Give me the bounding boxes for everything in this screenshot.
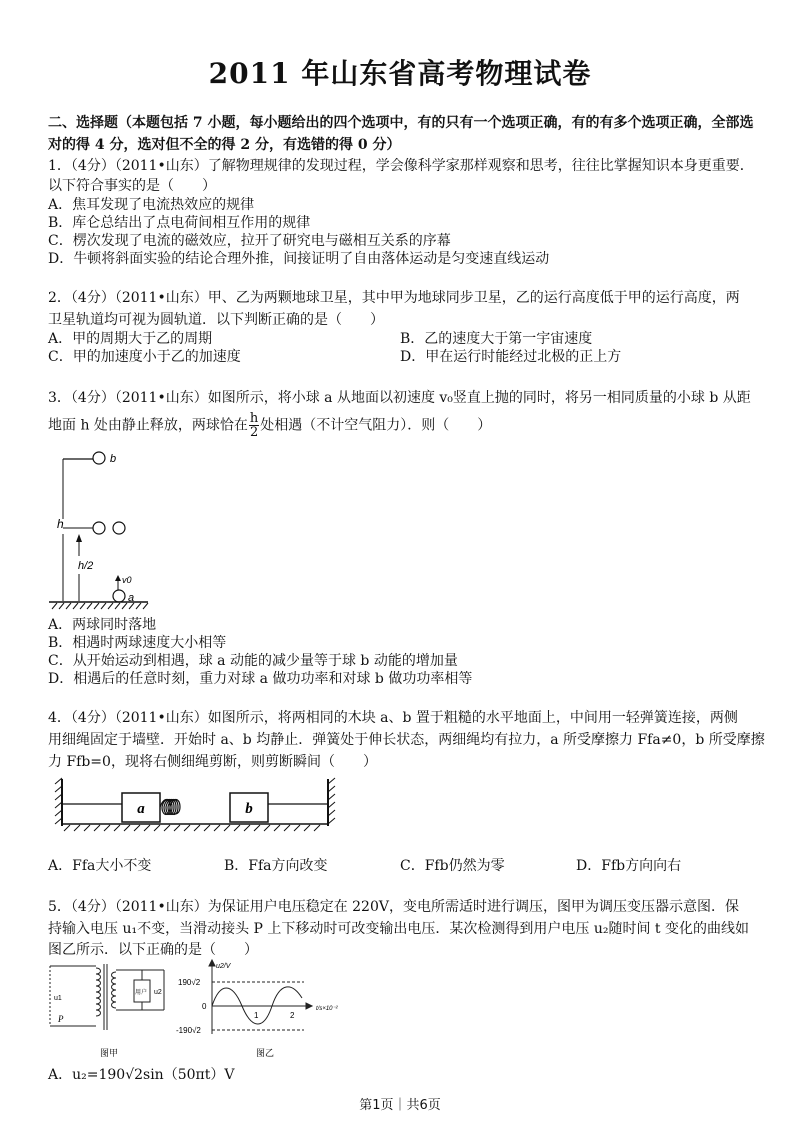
h-label: h: [57, 517, 64, 531]
q5-option-a: A．u₂=190√2sin（50πt）V: [48, 1067, 235, 1083]
block-a-label: a: [137, 801, 145, 817]
q4-option-a: A．Ffa大小不变: [48, 858, 152, 874]
fig-yi-caption: 图乙: [256, 1048, 275, 1058]
q3-stem-line2: [48, 412, 491, 439]
u2-label: u2: [154, 989, 162, 996]
ball-b-meet: [113, 522, 125, 534]
ball-a-meet: [93, 522, 105, 534]
waveform-tick-1: 1: [254, 1011, 259, 1020]
ball-a-label: a: [128, 592, 135, 604]
q4-option-b: B．Ffa方向改变: [224, 858, 328, 874]
q2-option-b: B．乙的速度大于第一宇宙速度: [400, 331, 593, 347]
p-label: P: [58, 1014, 64, 1024]
q4-stem-line1: 4．（4分）（2011•山东）如图所示，将两相同的木块 a、b 置于粗糙的水平地面上，中间用一轻弹簧连接，两侧: [48, 710, 738, 726]
waveform-x-axis-label: t/s×10⁻²: [316, 1006, 338, 1012]
waveform-ymin-label: -190√2: [176, 1026, 201, 1035]
q1-option-a: A．焦耳发现了电流热效应的规律: [48, 197, 255, 213]
page-title: 2011 年山东省高考物理试卷: [208, 57, 592, 90]
q3-figure: [46, 444, 156, 614]
ball-b-start: [93, 452, 105, 464]
h-over-2-fraction: [249, 412, 259, 439]
waveform-tick-2: 2: [290, 1011, 295, 1020]
h-half-label: h/2: [78, 560, 94, 572]
v0-label: v0: [122, 575, 132, 585]
q1-stem-line1: 1．（4分）（2011•山东）了解物理规律的发现过程，学会像科学家那样观察和思考，往往比掌握知识本身更重要．: [48, 158, 754, 174]
page-footer: 第1页｜共6页: [359, 1098, 441, 1113]
q2-option-d: D．甲在运行时能经过北极的正上方: [400, 349, 622, 365]
q2-option-a: A．甲的周期大于乙的周期: [48, 331, 213, 347]
q1-option-c: C．楞次发现了电流的磁效应，拉开了研究电与磁相互关系的序幕: [48, 233, 451, 249]
q4-stem-line2: 用细绳固定于墙壁．开始时 a、b 均静止．弹簧处于伸长状态，两细绳均有拉力，a 所受摩擦力 Ffa≠0，b 所受摩擦: [48, 732, 765, 748]
waveform-zero-label: 0: [202, 1002, 207, 1011]
q2-stem-line1: 2．（4分）（2011•山东）甲、乙为两颗地球卫星，其中甲为地球同步卫星，乙的运行高度低于甲的运行高度，两: [48, 290, 740, 306]
q2-stem-line2: 卫星轨道均可视为圆轨道．以下判断正确的是（ ）: [48, 312, 384, 328]
user-label: 用户: [135, 990, 148, 996]
q1-option-b: B．库仑总结出了点电荷间相互作用的规律: [48, 215, 311, 231]
q3-option-b: B．相遇时两球速度大小相等: [48, 635, 227, 651]
q1-stem-line2: 以下符合事实的是（ ）: [48, 178, 216, 194]
q5-figure-transformer: [44, 958, 174, 1063]
q2-option-c: C．甲的加速度小于乙的加速度: [48, 349, 241, 365]
spring: [160, 800, 180, 815]
waveform-y-axis-label: u2/V: [216, 963, 231, 970]
q3-option-c: C．从开始运动到相遇，球 a 动能的减少量等于球 b 动能的增加量: [48, 653, 458, 669]
fraction-numerator: h: [249, 411, 259, 426]
q5-stem-line2: 持输入电压 u₁不变，当滑动接头 P 上下移动时可改变输出电压．某次检测得到用户电压 u₂随时间 t 变化的曲线如: [48, 921, 750, 937]
block-b-label: b: [245, 801, 253, 817]
u1-label: u1: [54, 995, 62, 1002]
q5-stem-line1: 5．（4分）（2011•山东）为保证用户电压稳定在 220V，变电所需适时进行调压，图甲为调压变压器示意图．保: [48, 899, 739, 915]
q5-stem-line3: 图乙所示．以下正确的是（ ）: [48, 942, 258, 958]
fig-jia-caption: 图甲: [100, 1048, 119, 1058]
q3-option-a: A．两球同时落地: [48, 617, 157, 633]
ball-b-label: b: [110, 453, 117, 465]
q4-stem-line3: 力 Ffb=0，现将右侧细绳剪断，则剪断瞬间（ ）: [48, 754, 377, 770]
waveform-ymax-label: 190√2: [178, 978, 201, 987]
q3-option-d: D．相遇后的任意时刻，重力对球 a 做功功率和对球 b 做功功率相等: [48, 671, 473, 687]
fraction-denominator: 2: [249, 425, 259, 440]
q1-option-d: D．牛顿将斜面实验的结论合理外推，间接证明了自由落体运动是匀变速直线运动: [48, 251, 550, 267]
q3-stem-line1: 3．（4分）（2011•山东）如图所示，将小球 a 从地面以初速度 v₀竖直上抛的同时，将另一相同质量的小球 b 从距: [48, 390, 751, 406]
q3-stem-pre: 地面 h 处由静止释放，两球恰在: [48, 417, 248, 434]
q3-stem-post: 处相遇（不计空气阻力）．则（ ）: [260, 417, 492, 434]
ball-a-start: [113, 590, 125, 602]
q4-option-c: C．Ffb仍然为零: [400, 858, 505, 874]
q4-option-d: D．Ffb方向向右: [576, 858, 682, 874]
q4-figure: [54, 776, 336, 836]
q5-figure-waveform: [176, 958, 356, 1063]
section-heading: 二、选择题（本题包括 7 小题，每小题给出的四个选项中，有的只有一个选项正确，有的有多个选项正确，全部选对的得 4 分，选对但不全的得 2 分，有选错的得 0 分）: [48, 115, 754, 153]
